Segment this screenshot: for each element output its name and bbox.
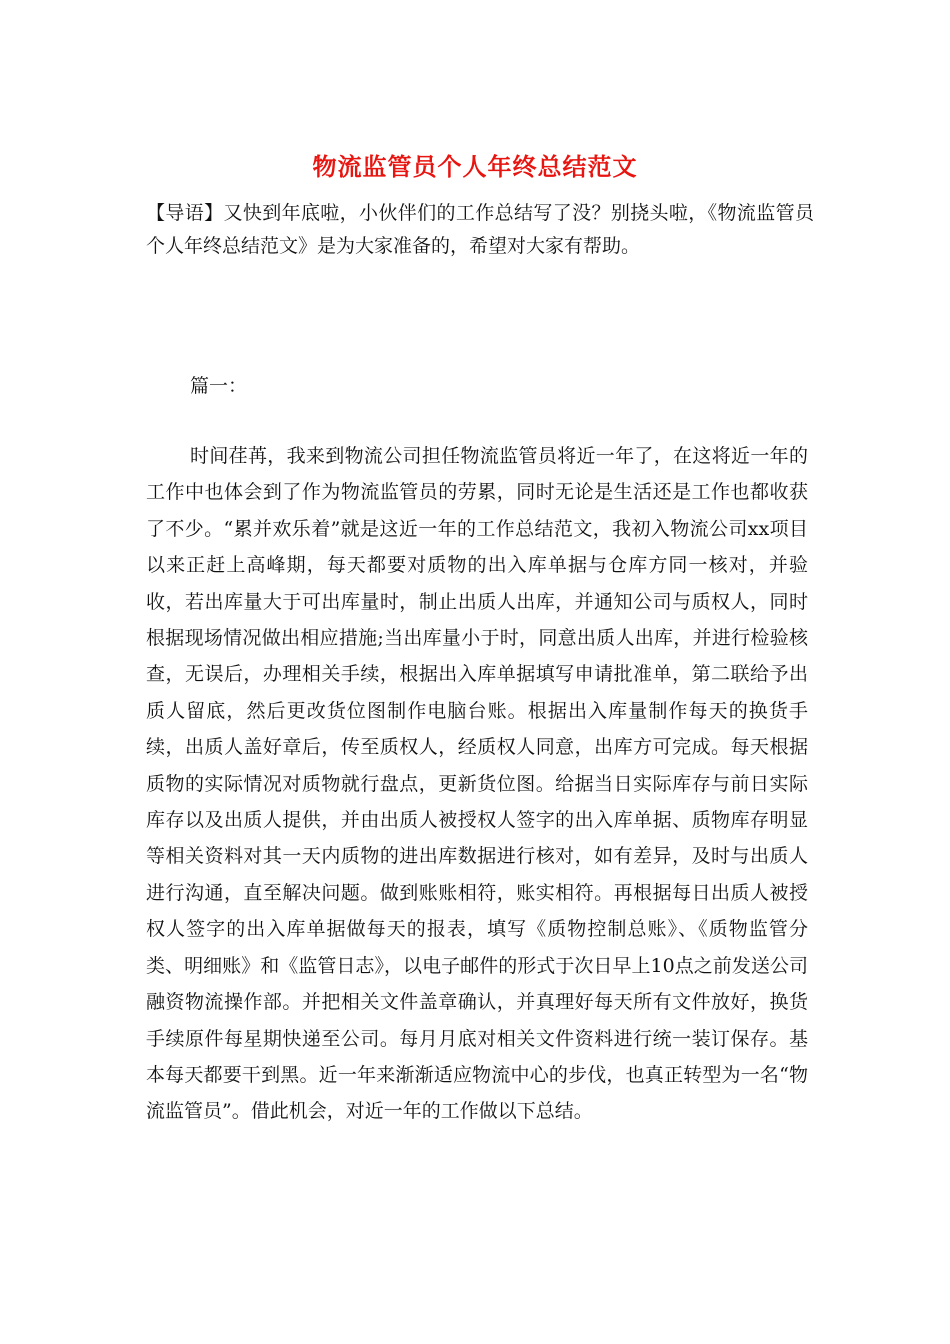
document-title: 物流监管员个人年终总结范文 [312,152,638,181]
body-paragraph: 时间荏苒，我来到物流公司担任物流监管员将近一年了，在这将近一年的工作中也体会到了作为物流监管员的劳累，同时无论是生活还是工作也都收获了不少。“累并欢乐着”就是这近一年的工作总结范文，我初入物流公司xx项目以来正赶上高峰期，每天都要对质物的出入库单据与仓库方同一核对，并验收，若出库量大于可出库量时，制止出质人出库，并通知公司与质权人，同时根据现场情况做出相应措施;当出库量小于时，同意出质人出库，并进行检验核查，无误后，办理相关手续，根据出入库单据填写申请批准单，第二联给予出质人留底，然后更改货位图制作电脑台账。根据出入库量制作每天的换货手续，出质人盖好章后，传至质权人，经质权人同意，出库方可完成。每天根据质物的实际情况对质物就行盘点，更新货位图。给据当日实际库存与前日实际库存以及出质人提供，并由出质人被授权人签字的出入库单据、质物库存明显等相关资料对其一天内质物的进出库数据进行核对，如有差异，及时与出质人进行沟通，直至解决问题。做到账账相符，账实相符。再根据每日出质人被授权人签字的出入库单据做每天的报表，填写《质物控制总账》、《质物监管分类、明细账》和《监管日志》，以电子邮件的形式于次日早上10点之前发送公司融资物流操作部。并把相关文件盖章确认，并真理好每天所有文件放好，换货手续原件每星期快递至公司。每月月底对相关文件资料进行统一装订保存。基本每天都要干到黑。近一年来渐渐适应物流中心的步伐，也真正转型为一名“物流监管员”。借此机会，对近一年的工作做以下总结。 [146,445,808,1123]
section-label: 篇一： [190,375,248,397]
intro-paragraph: 【导语】又快到年底啦，小伙伴们的工作总结写了没？别挠头啦，《物流监管员个人年终总结范文》是为大家准备的，希望对大家有帮助。 [146,202,814,257]
